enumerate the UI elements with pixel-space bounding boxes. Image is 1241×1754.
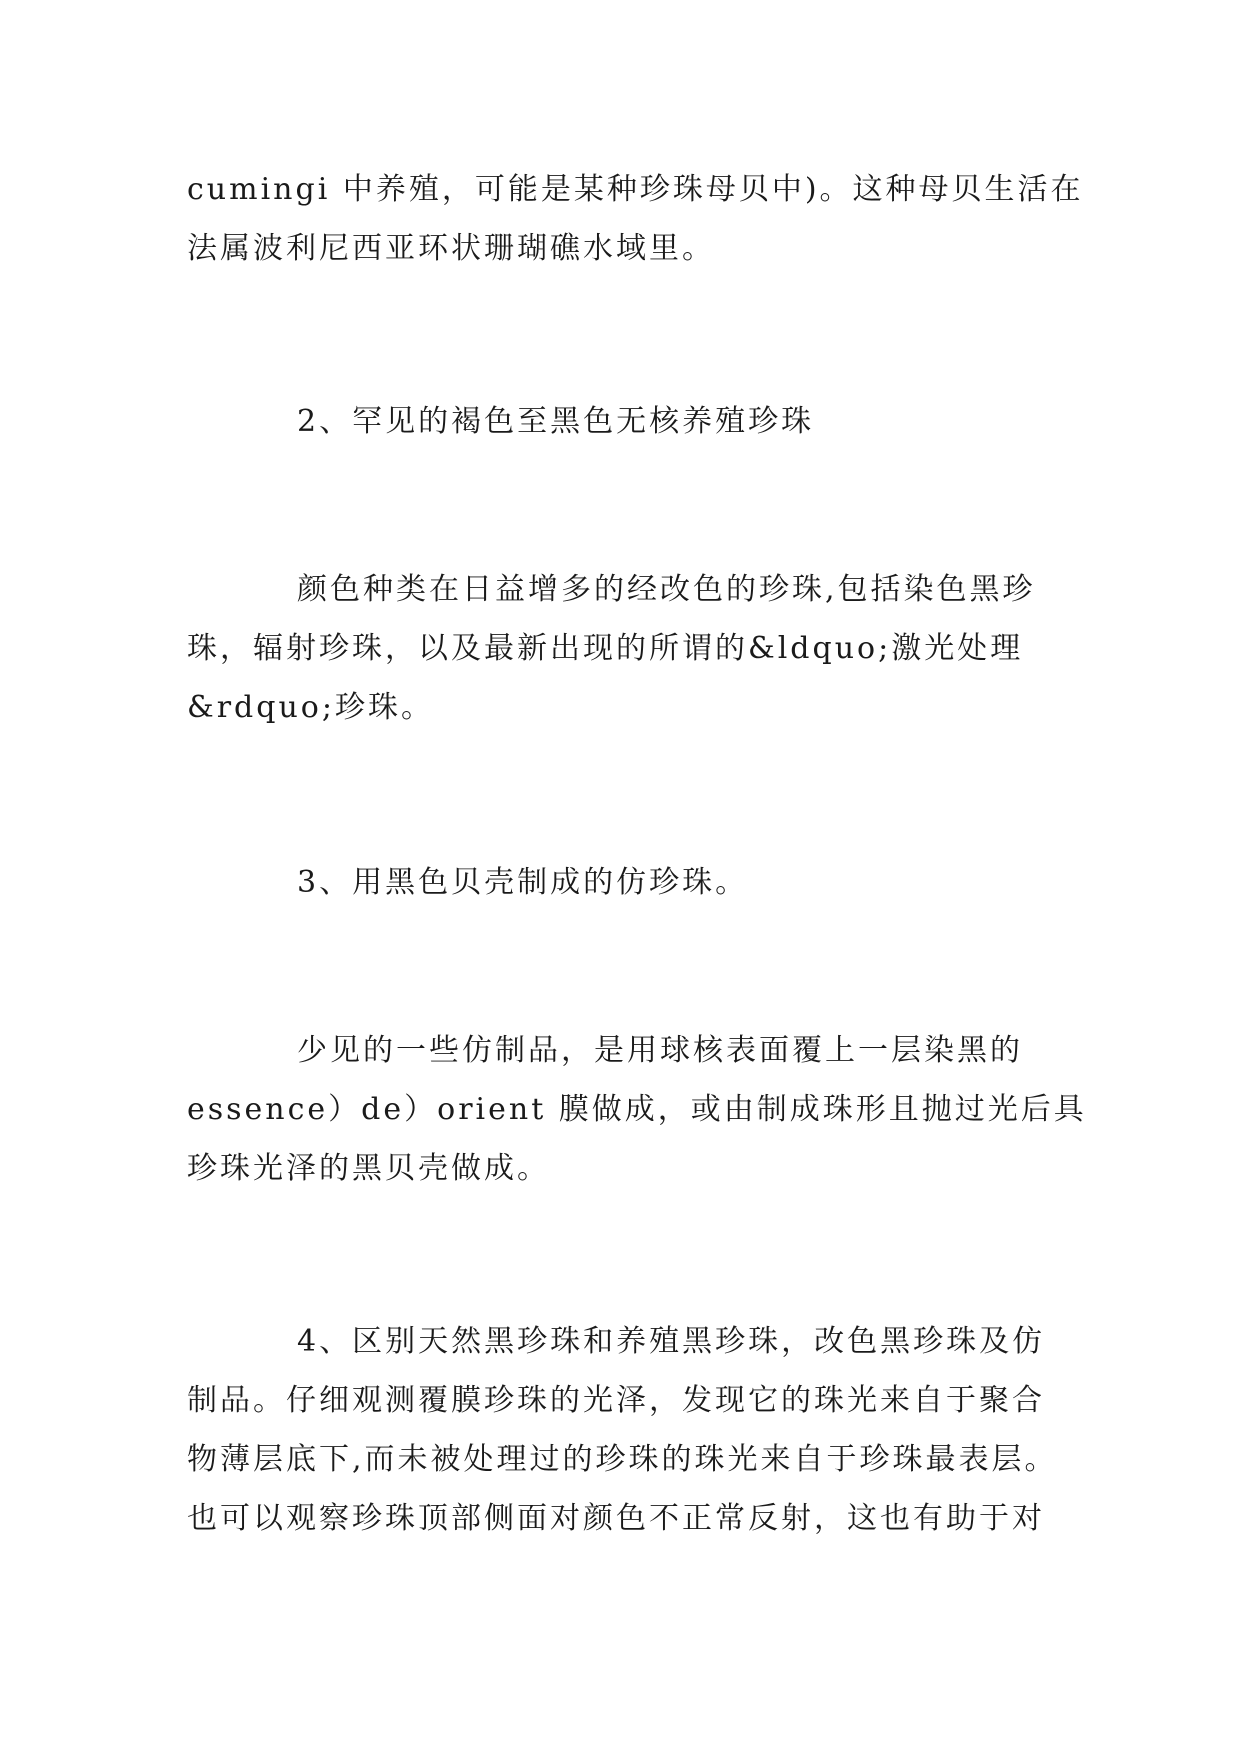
paragraph-imitations (187, 1021, 1087, 1198)
paragraph-continuation (187, 160, 1084, 278)
text-line: 珍珠光泽的黑贝壳做成。 (187, 1151, 550, 1186)
text-line: 珠，辐射珍珠，以及最新出现的所谓的&ldquo;激光处理 (187, 631, 1024, 666)
text-line: 制品。仔细观测覆膜珍珠的光泽，发现它的珠光来自于聚合 (187, 1383, 1045, 1418)
section-heading-2 (187, 392, 1057, 451)
section-4-paragraph (187, 1312, 1057, 1548)
section-heading-3 (187, 853, 1057, 912)
text-line: &rdquo;珍珠。 (187, 690, 434, 725)
text-line: 2、罕见的褐色至黑色无核养殖珍珠 (297, 404, 815, 439)
text-line: 也可以观察珍珠顶部侧面对颜色不正常反射，这也有助于对 (187, 1501, 1045, 1536)
text-line: 物薄层底下,而未被处理过的珍珠的珠光来自于珍珠最表层。 (187, 1442, 1058, 1477)
text-line: 3、用黑色贝壳制成的仿珍珠。 (297, 865, 749, 900)
text-line: essence）de）orient 膜做成，或由制成珠形且抛过光后具 (187, 1092, 1087, 1127)
paragraph-treated-pearls (187, 560, 1057, 737)
text-line: cumingi 中养殖，可能是某种珍珠母贝中)。这种母贝生活在 (187, 172, 1084, 207)
text-line: 少见的一些仿制品，是用球核表面覆上一层染黑的 (297, 1033, 1023, 1068)
text-line: 4、区别天然黑珍珠和养殖黑珍珠，改色黑珍珠及仿 (297, 1324, 1046, 1359)
text-line: 颜色种类在日益增多的经改色的珍珠,包括染色黑珍 (297, 572, 1036, 607)
text-line: 法属波利尼西亚环状珊瑚礁水域里。 (187, 231, 715, 266)
